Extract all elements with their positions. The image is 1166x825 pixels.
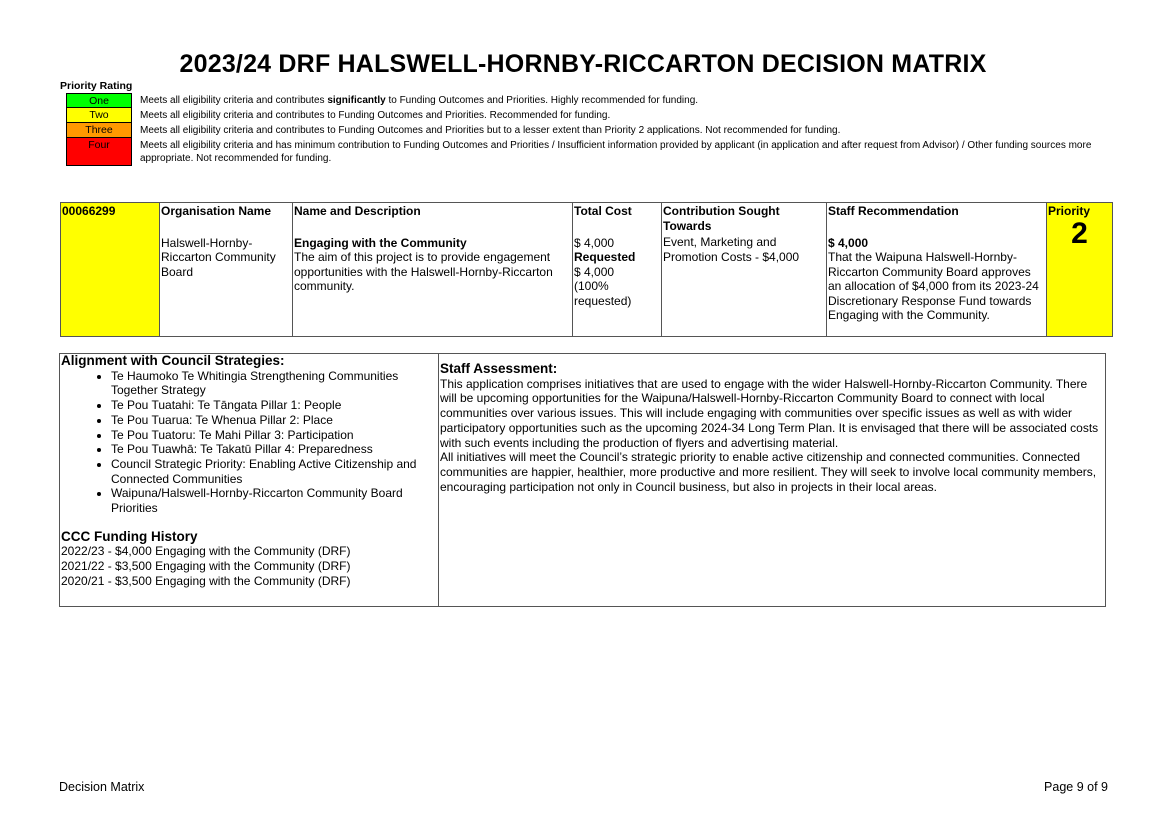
- total-cost-header: Total Cost: [574, 204, 632, 218]
- strategy-item: • Waipuna/Halswell-Hornby-Riccarton Community Board Priorities: [111, 486, 437, 515]
- application-id-cell: [61, 203, 160, 337]
- legend-text-two: Meets all eligibility criteria and contributes to Funding Outcomes and Priorities. Recommended for funding.: [140, 110, 611, 121]
- requested-amount: $ 4,000: [574, 264, 615, 279]
- staff-rec-header: Staff Recommendation: [828, 204, 959, 218]
- legend-text-three: Meets all eligibility criteria and contributes to Funding Outcomes and Priorities but to a lesser extent than Priority 2 applications. Not recommended for funding.: [140, 125, 841, 136]
- total-cost-cell: [573, 203, 662, 337]
- name-description-cell: [293, 203, 573, 337]
- legend-row-two: [66, 108, 1106, 123]
- name-desc-header: Name and Description: [294, 204, 421, 218]
- strategy-item: • Te Pou Tuarua: Te Whenua Pillar 2: Place: [111, 413, 437, 428]
- page-title: 2023/24 DRF HALSWELL-HORNBY-RICCARTON DECISION MATRIX: [179, 50, 987, 78]
- strategy-item: • Te Pou Tuatoru: Te Mahi Pillar 3: Participation: [111, 428, 437, 443]
- requested-percentage: (100% requested): [574, 279, 632, 308]
- staff-assessment-para2: All initiatives will meet the Council’s strategic priority to enable active citizenship and connected communities. Connected communities are happier, healthier, more productive and more resilient. They will seek to involve local community members, encouraging participation not only in Council business, but also in projects in their local areas.: [440, 450, 1097, 494]
- funding-history-item: 2020/21 - $3,500 Engaging with the Community (DRF): [61, 573, 351, 588]
- contribution-value: Event, Marketing and Promotion Costs - $4,000: [663, 235, 800, 264]
- funding-history-heading: CCC Funding History: [61, 528, 198, 544]
- funding-history-item: 2022/23 - $4,000 Engaging with the Community (DRF): [61, 544, 351, 559]
- staff-rec-text: That the Waipuna Halswell-Hornby-Riccarton Community Board approves an allocation of $4,000 from its 2023-24 Discretionary Response Fund towards Engaging with the Community.: [828, 250, 1039, 322]
- funding-history-item: 2021/22 - $3,500 Engaging with the Community (DRF): [61, 559, 351, 574]
- priority-rating-heading: Priority Rating: [60, 80, 133, 92]
- strategy-list: [61, 369, 437, 516]
- strategy-item: • Council Strategic Priority: Enabling Active Citizenship and Connected Communities: [111, 457, 437, 486]
- org-name: Halswell-Hornby-Riccarton Community Board: [161, 235, 276, 279]
- staff-assessment-para1: This application comprises initiatives that are used to engage with the wider Halswell-Hornby-Riccarton Community. There will be upcoming opportunities for the Waipuna/Halswell-Hornby-Riccarton Community Board to connect with local communities over various issues. This will include engaging with communities over specific issues as well as with wider participatory opportunities such as the upcoming 2024-34 Long Term Plan. It is envisaged that there will be associated costs with such events including the production of flyers and advertising material.: [440, 376, 1099, 450]
- total-cost: $ 4,000: [574, 235, 615, 250]
- strategy-item: • Te Pou Tuatahi: Te Tāngata Pillar 1: People: [111, 398, 437, 413]
- org-header: Organisation Name: [161, 204, 272, 218]
- strategy-item: • Te Pou Tuawhā: Te Takatū Pillar 4: Preparedness: [111, 442, 437, 457]
- application-id: 00066299: [62, 204, 116, 218]
- staff-assessment-cell: [439, 354, 1106, 607]
- project-description: The aim of this project is to provide engagement opportunities with the Halswell-Hornby-Riccarton community.: [294, 250, 553, 293]
- project-name: Engaging with the Community: [294, 235, 467, 250]
- legend-text-four: Meets all eligibility criteria and has minimum contribution to Funding Outcomes and Priorities / Insufficient information provided by applicant (in application and after request from Advisor) / Other funding sources more appropriate. Not recommended for funding.: [140, 140, 1092, 164]
- assessment-table: [59, 353, 1106, 607]
- staff-recommendation-cell: [827, 203, 1047, 337]
- priority-legend: [66, 93, 1106, 166]
- footer-left: Decision Matrix: [59, 780, 145, 794]
- swatch-two: Two: [66, 108, 132, 123]
- priority-cell: [1047, 203, 1113, 337]
- legend-row-four: [66, 138, 1106, 166]
- organisation-cell: [160, 203, 293, 337]
- strategy-item: • Te Haumoko Te Whitingia Strengthening Communities Together Strategy: [111, 369, 437, 398]
- staff-assessment-heading: Staff Assessment:: [440, 361, 558, 376]
- priority-header: Priority: [1048, 204, 1091, 218]
- staff-rec-amount: $ 4,000: [828, 235, 869, 250]
- application-table: [60, 202, 1113, 337]
- contribution-cell: [662, 203, 827, 337]
- contribution-header: Contribution Sought Towards: [663, 204, 780, 233]
- requested-label: Requested: [574, 250, 636, 264]
- legend-row-three: [66, 123, 1106, 138]
- legend-row-one: [66, 93, 1106, 108]
- swatch-three: Three: [66, 123, 132, 138]
- legend-text-one: Meets all eligibility criteria and contributes significantly to Funding Outcomes and Priorities. Highly recommended for funding.: [140, 95, 699, 106]
- swatch-four: Four: [66, 138, 132, 166]
- swatch-one: One: [66, 93, 132, 108]
- footer-page-number: Page 9 of 9: [1044, 780, 1108, 794]
- priority-value: 2: [1071, 216, 1088, 250]
- alignment-heading: Alignment with Council Strategies:: [61, 353, 285, 368]
- alignment-cell: [60, 354, 439, 607]
